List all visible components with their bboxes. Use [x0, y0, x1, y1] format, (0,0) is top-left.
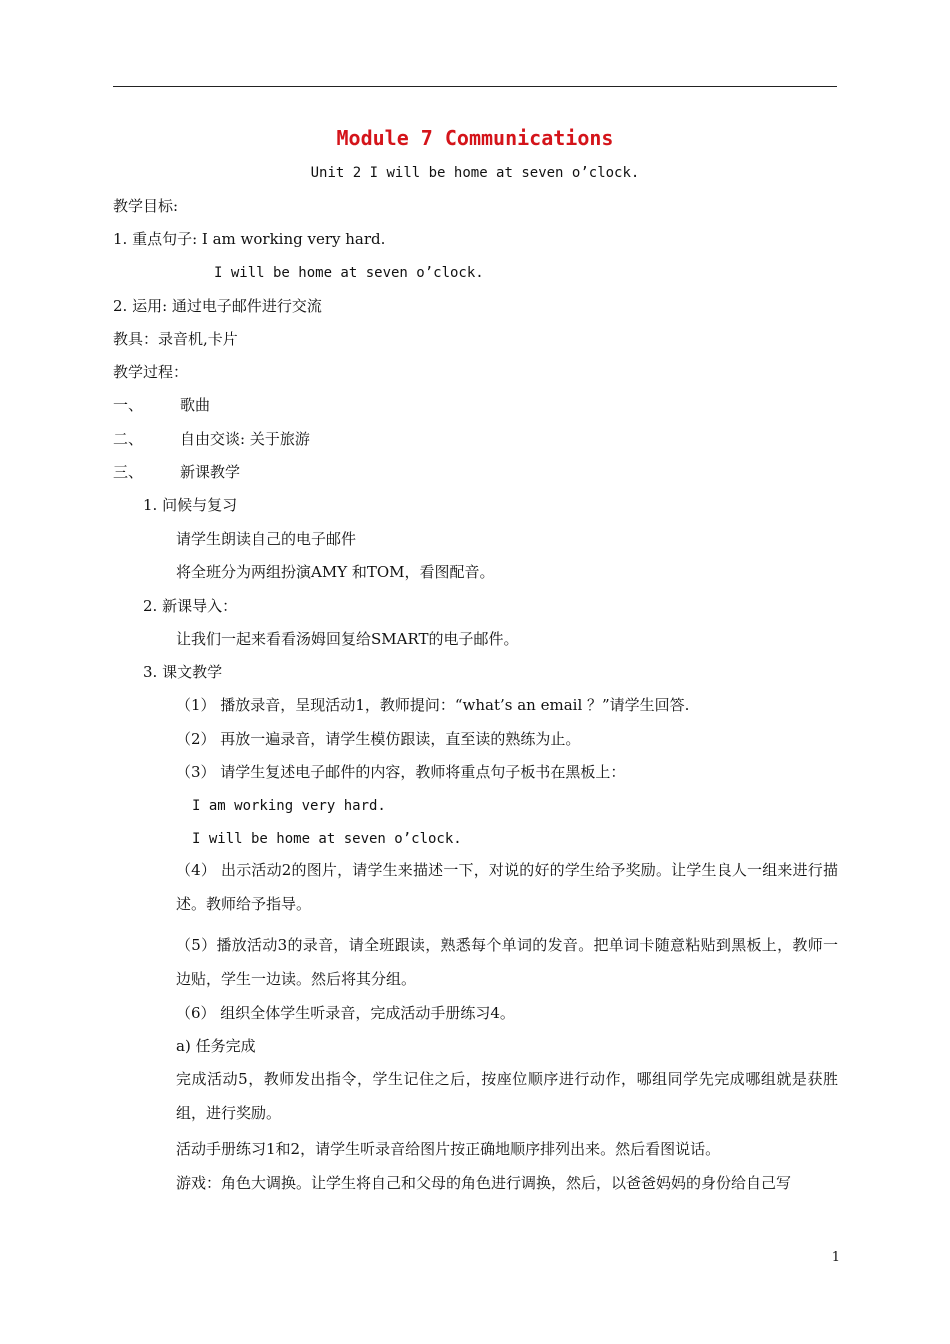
- unit-subtitle: Unit 2 I will be home at seven o’clock.: [310, 165, 640, 181]
- step-2-text: 自由交谈: 关于旅游: [180, 430, 310, 448]
- header-rule: [113, 86, 837, 87]
- page-number: 1: [831, 1250, 840, 1265]
- step-2-number: 二、: [113, 430, 144, 448]
- task-paragraph-3: 游戏：角色大调换。让学生将自己和父母的角色进行调换，然后，以爸爸妈妈的身份给自己写: [176, 1174, 792, 1192]
- procedure-2: （2） 再放一遍录音，请学生模仿跟读，直至读的熟练为止。: [176, 730, 581, 748]
- step-1-text: 歌曲: [180, 396, 211, 414]
- teaching-tools: 教具：录音机,卡片: [113, 330, 238, 348]
- task-heading: a) 任务完成: [176, 1037, 256, 1055]
- objective-1-sentence-2: I will be home at seven o’clock.: [214, 265, 484, 281]
- section-1-line-b: 将全班分为两组扮演AMY 和TOM，看图配音。: [176, 563, 495, 581]
- step-1-number: 一、: [113, 396, 144, 414]
- procedure-3: （3） 请学生复述电子邮件的内容，教师将重点句子板书在黑板上：: [176, 763, 626, 781]
- procedure-5: （5）播放活动3的录音，请全班跟读，熟悉每个单词的发音。把单词卡随意粘贴到黑板上，教师一边贴，学生一边读。然后将其分组。: [176, 936, 838, 988]
- key-sentence-1: I am working very hard.: [192, 798, 386, 814]
- section-2-line-a: 让我们一起来看看汤姆回复给SMART的电子邮件。: [176, 630, 519, 648]
- objectives-heading: 教学目标:: [113, 197, 179, 215]
- task-paragraph-2: 活动手册练习1和2，请学生听录音给图片按正确地顺序排列出来。然后看图说话。: [176, 1140, 721, 1158]
- section-3-title: 3. 课文教学: [143, 663, 223, 681]
- key-sentence-2: I will be home at seven o’clock.: [192, 831, 462, 847]
- step-3-text: 新课教学: [180, 463, 241, 481]
- task-paragraph-1: 完成活动5，教师发出指令，学生记住之后，按座位顺序进行动作，哪组同学先完成哪组就是获胜组，进行奖励。: [176, 1070, 838, 1122]
- step-3-number: 三、: [113, 463, 144, 481]
- objective-2: 2. 运用: 通过电子邮件进行交流: [113, 297, 322, 315]
- section-1-line-a: 请学生朗读自己的电子邮件: [176, 530, 357, 548]
- section-1-title: 1. 问候与复习: [143, 496, 238, 514]
- objective-1: 1. 重点句子: I am working very hard.: [113, 230, 386, 248]
- section-2-title: 2. 新课导入：: [143, 597, 238, 615]
- process-heading: 教学过程：: [113, 363, 189, 381]
- procedure-4: （4） 出示活动2的图片，请学生来描述一下，对说的好的学生给予奖励。让学生良人一组来进行描述。教师给予指导。: [176, 861, 838, 913]
- procedure-1: （1） 播放录音，呈现活动1，教师提问：“what’s an email ？”请学生回答.: [176, 696, 690, 714]
- page-title: Module 7 Communications: [336, 126, 614, 150]
- procedure-6: （6） 组织全体学生听录音，完成活动手册练习4。: [176, 1004, 515, 1022]
